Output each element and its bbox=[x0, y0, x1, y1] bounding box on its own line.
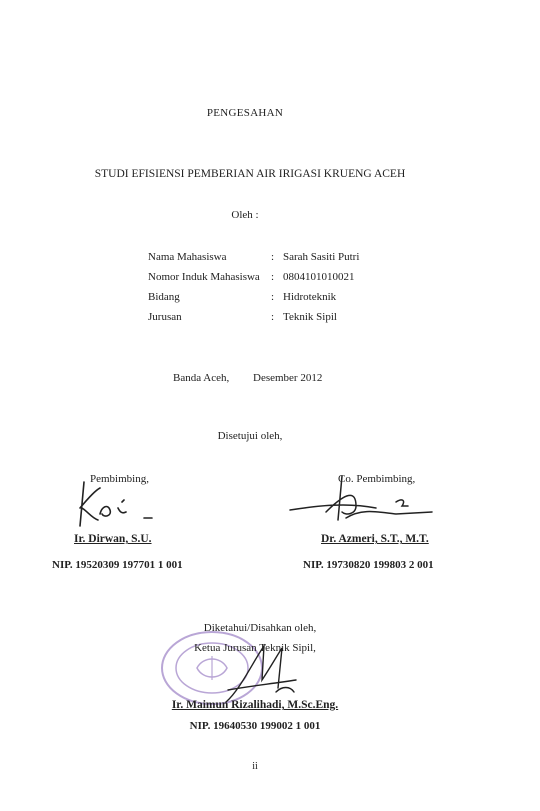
department-label: Jurusan bbox=[148, 311, 182, 323]
page-title: PENGESAHAN bbox=[206, 107, 284, 119]
co-supervisor-nip: NIP. 19730820 199803 2 001 bbox=[303, 559, 434, 571]
supervisor-signature bbox=[74, 478, 164, 530]
by-label: Oleh : bbox=[231, 209, 259, 221]
department-value: Teknik Sipil bbox=[283, 311, 337, 323]
thesis-title: STUDI EFISIENSI PEMBERIAN AIR IRIGASI KRUENG ACEH bbox=[94, 168, 406, 180]
co-supervisor-role: Co. Pembimbing, bbox=[338, 473, 416, 485]
colon: : bbox=[271, 271, 275, 283]
approved-by: Disetujui oleh, bbox=[217, 430, 283, 442]
colon: : bbox=[271, 311, 275, 323]
department-head-role: Ketua Jurusan Teknik Sipil, bbox=[194, 642, 316, 654]
student-name-label: Nama Mahasiswa bbox=[148, 251, 227, 263]
department-head-nip: NIP. 19640530 199002 1 001 bbox=[189, 720, 321, 732]
co-supervisor-name: Dr. Azmeri, S.T., M.T. bbox=[321, 533, 429, 545]
supervisor-role: Pembimbing, bbox=[90, 473, 149, 485]
place: Banda Aceh, bbox=[173, 372, 230, 384]
student-id-value: 0804101010021 bbox=[283, 271, 355, 283]
field-value: Hidroteknik bbox=[283, 291, 337, 303]
department-head-name: Ir. Maimun Rizalihadi, M.Sc.Eng. bbox=[171, 699, 339, 711]
colon: : bbox=[271, 291, 275, 303]
supervisor-name: Ir. Dirwan, S.U. bbox=[74, 533, 152, 545]
supervisor-nip: NIP. 19520309 197701 1 001 bbox=[52, 559, 183, 571]
field-label: Bidang bbox=[148, 291, 180, 303]
acknowledged-by: Diketahui/Disahkan oleh, bbox=[203, 622, 317, 634]
co-supervisor-signature bbox=[286, 472, 436, 532]
student-id-label: Nomor Induk Mahasiswa bbox=[148, 271, 260, 283]
colon: : bbox=[271, 251, 275, 263]
date: Desember 2012 bbox=[253, 372, 323, 384]
page-number: ii bbox=[252, 761, 258, 772]
student-name-value: Sarah Sasiti Putri bbox=[283, 251, 360, 263]
